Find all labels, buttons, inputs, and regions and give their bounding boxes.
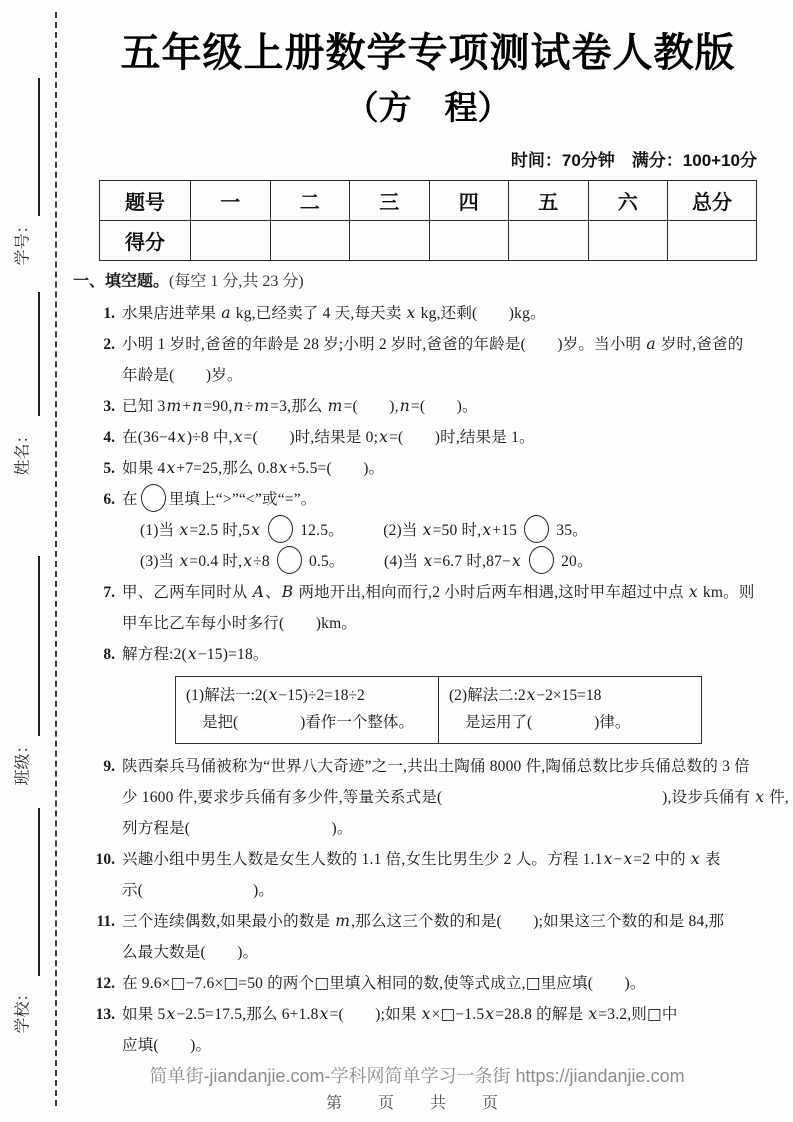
student-id-label: 学号：	[14, 217, 32, 266]
question-number: 10.	[95, 851, 115, 868]
score-cell	[429, 221, 509, 261]
question-number: 8.	[103, 646, 115, 663]
class-label: 班级：	[14, 737, 32, 786]
question-line	[73, 875, 761, 906]
paper-header	[99, 0, 757, 261]
questions	[73, 298, 789, 1061]
question-number	[73, 1030, 122, 1061]
comparison-circle-blank	[141, 484, 166, 512]
question-line	[73, 937, 761, 968]
math-variable: x	[406, 304, 416, 322]
score-table-col-1: 一	[191, 181, 271, 221]
question	[73, 999, 761, 1061]
score-table-col-4: 四	[429, 181, 509, 221]
comparison-circle-blank	[529, 546, 554, 574]
score-table-corner: 题号	[100, 181, 191, 221]
math-variable: x	[690, 850, 700, 868]
question	[73, 422, 761, 453]
question-text: 解方程:2(x−15)=18。	[122, 645, 269, 663]
math-variable: x	[319, 1005, 329, 1023]
score-cell	[509, 221, 589, 261]
question	[73, 453, 761, 484]
question-line	[73, 515, 761, 546]
square-blank: □	[525, 974, 541, 992]
math-variable: x	[179, 552, 189, 570]
question	[73, 844, 761, 906]
math-variable: x	[268, 686, 278, 704]
math-variable: n	[192, 397, 203, 415]
question-line	[73, 329, 761, 360]
paper-title: 五年级上册数学专项测试卷人教版	[120, 31, 736, 75]
paper-subtitle: （方 程）	[345, 89, 511, 126]
math-variable: x	[379, 428, 389, 446]
question-line	[73, 906, 761, 937]
math-variable: B	[281, 583, 294, 601]
question-line	[73, 391, 761, 422]
question-number: 7.	[103, 584, 115, 601]
question-text: 列方程是( )。	[122, 820, 353, 837]
math-variable: m	[335, 912, 351, 930]
question-text: (1)当 x=2.5 时,5x 12.5。 (2)当 x=50 时,x+15 35。	[122, 515, 761, 546]
question	[73, 751, 789, 844]
question-text: 已知 3m+n=90,n÷m=3,那么 m=( ),n=( )。	[122, 397, 478, 415]
question-number	[73, 515, 122, 546]
score-row-label: 得分	[100, 221, 191, 261]
question-line	[73, 608, 761, 639]
question-number	[73, 937, 122, 968]
question-text: 水果店进苹果 a kg,已经卖了 4 天,每天卖 x kg,还剩( )kg。	[122, 304, 546, 322]
score-table-header-row	[100, 181, 757, 221]
score-table-col-2: 二	[270, 181, 350, 221]
question-line	[73, 844, 761, 875]
score-table-col-3: 三	[350, 181, 430, 221]
score-table-score-row	[100, 221, 757, 261]
footer-page-number: 第 页 共 页	[325, 1095, 508, 1112]
math-variable: x	[588, 1005, 598, 1023]
student-id-blank-line	[38, 78, 40, 216]
math-variable: x	[278, 459, 288, 477]
score-table-col-5: 五	[509, 181, 589, 221]
square-blank: □	[223, 974, 239, 992]
math-variable: n	[399, 397, 410, 415]
question-number: 12.	[95, 975, 115, 992]
square-blank: □	[170, 974, 186, 992]
question	[73, 298, 761, 329]
question-line	[73, 360, 761, 391]
question-line	[73, 1030, 761, 1061]
score-cell	[270, 221, 350, 261]
math-variable: a	[221, 304, 231, 322]
math-variable: x	[603, 850, 613, 868]
binding-dashed-line	[55, 12, 57, 1106]
time-score-meta: 时间：70分钟 满分：100+10分	[510, 151, 757, 170]
solution-line: (1)解法一:2(x−15)÷2=18÷2	[186, 686, 365, 704]
question-text: 应填( )。	[122, 1037, 212, 1054]
question-text: 甲、乙两车同时从 A、B 两地开出,相向而行,2 小时后两车相遇,这时甲车超过中点 x km。则	[122, 583, 755, 601]
school-label: 学校：	[14, 985, 32, 1034]
section-heading	[73, 271, 761, 293]
question-number	[73, 782, 122, 813]
question-number: 11.	[96, 913, 115, 930]
question-text: 如果 5x−2.5=17.5,那么 6+1.8x=( );如果 x×□−1.5x=28.8 的解是 x=3.2,则□中	[122, 1005, 678, 1023]
class-blank-line	[38, 556, 40, 736]
main-content	[73, 0, 789, 1061]
question-number: 5.	[103, 460, 115, 477]
question-text: 三个连续偶数,如果最小的数是 m,那么这三个数的和是( );如果这三个数的和是 84,那	[122, 912, 725, 930]
score-cell	[191, 221, 271, 261]
solution-cell	[439, 677, 701, 743]
question-line	[73, 968, 761, 999]
math-variable: x	[688, 583, 698, 601]
solution-line: 是把( )看作一个整体。	[202, 714, 414, 731]
solution-line: 是运用了( )律。	[465, 714, 631, 731]
score-cell	[350, 221, 430, 261]
question-text: 少 1600 件,要求步兵俑有多少件,等量关系式是( ),设步兵俑有 x 件,	[122, 788, 789, 806]
math-variable: x	[251, 521, 261, 539]
question-line	[73, 453, 761, 484]
math-variable: x	[233, 428, 243, 446]
question-number: 13.	[95, 1006, 115, 1023]
question-text: 甲车比乙车每小时多行( )km。	[122, 615, 358, 632]
question-number: 9.	[103, 758, 115, 775]
square-blank: □	[647, 1005, 662, 1023]
section-title: 一、填空题。	[73, 273, 170, 290]
question	[73, 484, 761, 577]
question-text: 小明 1 岁时,爸爸的年龄是 28 岁;小明 2 岁时,爸爸的年龄是( )岁。当小明 a 岁时,爸爸的	[122, 335, 744, 353]
math-variable: m	[327, 397, 343, 415]
math-variable: x	[179, 521, 189, 539]
school-blank-line	[38, 808, 40, 976]
question-text: 陕西秦兵马俑被称为“世界八大奇迹”之一,共出土陶俑 8000 件,陶俑总数比步兵俑总数的 3 倍	[122, 758, 750, 775]
math-variable: x	[166, 459, 176, 477]
question-number: 4.	[103, 429, 115, 446]
question-text: 在 9.6×□−7.6×□=50 的两个□里填入相同的数,使等式成立,□里应填( )。	[122, 974, 646, 992]
question-line	[73, 751, 761, 782]
question-line	[73, 298, 761, 329]
solution-comparison-box	[175, 676, 702, 744]
math-variable: x	[512, 552, 521, 570]
math-variable: x	[421, 1005, 431, 1023]
question-text: 如果 4x+7=25,那么 0.8x+5.5=( )。	[122, 459, 385, 477]
math-variable: x	[526, 686, 536, 704]
question-number	[73, 360, 122, 391]
square-blank: □	[440, 1005, 456, 1023]
math-variable: x	[755, 788, 765, 806]
question	[73, 329, 761, 391]
square-blank: □	[314, 974, 330, 992]
question-text: 么最大数是( )。	[122, 944, 259, 961]
math-variable: x	[243, 552, 253, 570]
math-variable: x	[166, 1005, 176, 1023]
question-line	[73, 813, 761, 844]
question-number	[73, 813, 122, 844]
question	[73, 968, 761, 999]
question-line	[73, 999, 761, 1030]
score-table	[99, 180, 757, 261]
question	[73, 577, 761, 639]
math-variable: A	[252, 583, 265, 601]
comparison-circle-blank	[268, 515, 293, 543]
comparison-circle-blank	[524, 515, 549, 543]
math-variable: m	[254, 397, 270, 415]
question	[73, 639, 761, 744]
question	[73, 391, 761, 422]
question-line	[73, 639, 761, 670]
comparison-circle-blank	[277, 546, 302, 574]
name-label: 姓名：	[14, 427, 32, 476]
question-number	[73, 608, 122, 639]
math-variable: x	[187, 645, 197, 663]
question-line	[73, 546, 761, 577]
question-text: 年龄是( )岁。	[122, 367, 243, 384]
section-note: (每空 1 分,共 23 分)	[169, 273, 304, 290]
math-variable: x	[176, 428, 186, 446]
question-text: 兴趣小组中男生人数是女生人数的 1.1 倍,女生比男生少 2 人。方程 1.1x−x=2 中的 x 表	[122, 850, 721, 868]
question-line	[73, 484, 761, 515]
score-cell	[588, 221, 668, 261]
question-text: (3)当 x=0.4 时,x÷8 0.5。 (4)当 x=6.7 时,87−x 20。	[122, 546, 761, 577]
math-variable: x	[485, 1005, 495, 1023]
math-variable: n	[233, 397, 244, 415]
solution-line: (2)解法二:2x−2×15=18	[449, 686, 602, 704]
math-variable: x	[423, 552, 433, 570]
question-number: 6.	[103, 491, 115, 508]
question	[73, 906, 761, 968]
question-number: 1.	[103, 305, 115, 322]
math-variable: x	[422, 521, 432, 539]
math-variable: x	[482, 521, 492, 539]
question-line	[73, 782, 789, 813]
question-line	[73, 577, 761, 608]
question-text: 在(36−4x)÷8 中,x=( )时,结果是 0;x=( )时,结果是 1。	[122, 428, 535, 446]
footer-watermark: 简单街-jiandanjie.com-学科网简单学习一条街 https://jiandanjie.com	[149, 1066, 685, 1086]
question-number: 3.	[103, 398, 115, 415]
score-table-col-6: 六	[588, 181, 668, 221]
question-line	[73, 422, 761, 453]
solution-cell	[176, 677, 439, 743]
name-blank-line	[38, 292, 40, 416]
math-variable: m	[166, 397, 182, 415]
question-number	[73, 875, 122, 906]
question-text: 示( )。	[122, 882, 275, 899]
question-number: 2.	[103, 336, 115, 353]
math-variable: x	[623, 850, 633, 868]
question-number	[73, 546, 122, 577]
score-cell	[668, 221, 757, 261]
score-table-col-total: 总分	[668, 181, 757, 221]
math-variable: a	[646, 335, 656, 353]
question-text: 在 里填上“>”“<”或“=”。	[122, 484, 761, 515]
